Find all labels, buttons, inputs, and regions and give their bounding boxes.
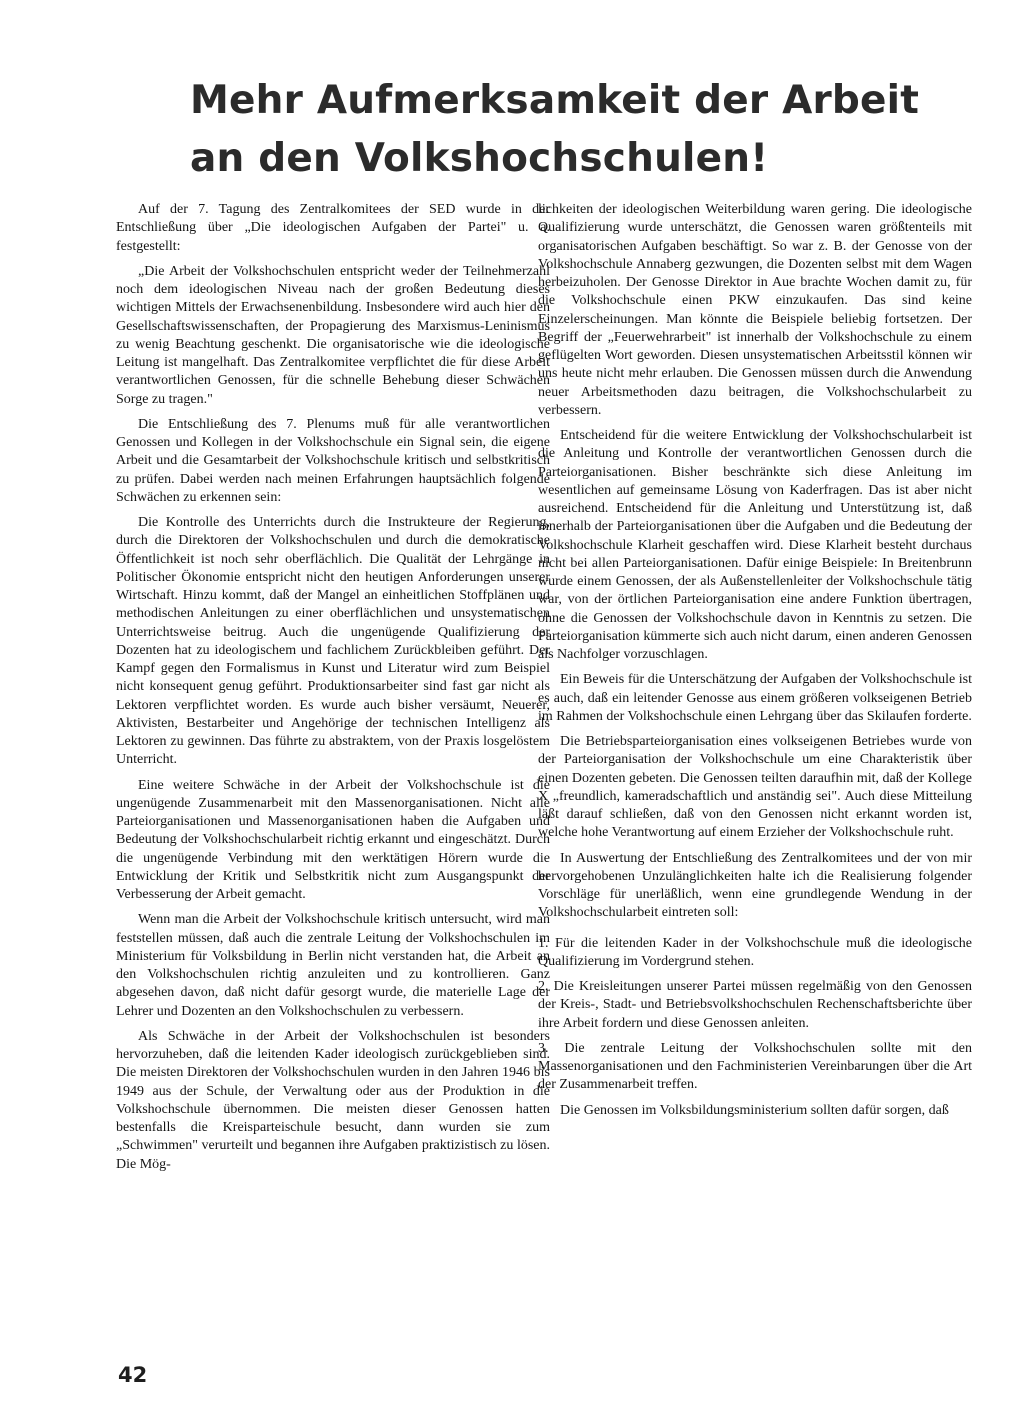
left-column: [116, 201, 550, 1181]
page-number: 42: [118, 1363, 148, 1387]
article-title: [190, 72, 920, 188]
paragraph-final: Die Genossen im Volksbildungsministerium sollten dafür sorgen, daß: [560, 1102, 949, 1118]
paragraph-continued: lichkeiten der ideologischen Weiterbildung waren gering. Die ideologische Qualifizierung wurde unterschätzt, die Genossen waren größtenteils mit organisatorischen Aufgaben beschäftigt. So war z. B. der Genosse von der Volkshochschule Annaberg gezwungen, die Dozenten selbst mit dem Wagen herbeizuholen. Der Genosse Direktor in Aue brachte Wochen damit zu, für die Volkshochschule einen PKW einzukaufen. Das sind keine Einzelerscheinungen. Man könnte die Beispiele beliebig fortsetzen. Der Begriff der „Feuerwehrarbeit" ist innerhalb der Volkshochschule zu einem geflügelten Wort geworden. Diesen unsystematischen Arbeitsstil können wir uns heute nicht mehr erlauben. Die Genossen müssen durch die Anwendung neuer Arbeitsmethoden dazu beitragen, die Volkshochschularbeit zu verbessern.: [538, 202, 972, 418]
paragraph: Ein Beweis für die Unterschätzung der Aufgaben der Volkshochschule ist es auch, daß ein leitender Genosse aus einem größeren volkseigenen Betrieb im Rahmen der Volkshochschule einen Lehrgang über das Skilaufen forderte.: [538, 672, 972, 724]
paragraph: Die Betriebsparteiorganisation eines volkseigenen Betriebes wurde von der Parteiorganisation der Volkshochschule um eine Charakteristik über einen Dozenten gebeten. Die Genossen teilten daraufhin mit, daß der Kollege X „freundlich, kameradschaftlich und anständig sei". Auch diese Mitteilung läßt darauf schließen, daß von den Genossen nicht erkannt worden ist, welche hohe Verantwortung auf einem Erzieher der Volkshochschule ruht.: [538, 734, 972, 841]
paragraph: Eine weitere Schwäche in der Arbeit der Volkshochschule ist die ungenügende Zusammenarbeit mit den Massenorganisationen. Nicht alle Parteiorganisationen und Massenorganisationen haben die Aufgaben und Bedeutung der Volkshochschularbeit richtig erkannt und eingeschätzt. Durch die ungenügende Verbindung mit den werktätigen Hörern wurde die Entwicklung der Kritik und Selbstkritik nicht zum Ausgangspunkt der Verbesserung der Arbeit gemacht.: [116, 777, 550, 902]
paragraph: Wenn man die Arbeit der Volkshochschule kritisch untersucht, wird man feststellen müssen, daß auch die zentrale Leitung der Volkshochschulen im Ministerium für Volksbildung in Berlin nicht verstanden hat, die Arbeit an den Volkshochschulen richtig anzuleiten und zu kontrollieren. Ganz abgesehen davon, daß nicht dafür gesorgt wurde, die materielle Lage der Lehrer und Dozenten an den Volkshochschulen zu verbessern.: [116, 912, 550, 1019]
proposal-3: 3. Die zentrale Leitung der Volkshochschulen sollte mit den Massenorganisationen und den Fachministerien Vereinbarungen über die Art der Zusammenarbeit treffen.: [538, 1040, 972, 1093]
proposal-1: 1. Für die leitenden Kader in der Volkshochschule muß die ideologische Qualifizierung im Vordergrund stehen.: [538, 935, 972, 969]
paragraph: In Auswertung der Entschließung des Zentralkomitees und der von mir hervorgehobenen Unzulänglichkeiten halte ich die Realisierung folgender Vorschläge für unerläßlich, wenn eine grundlegende Wendung in der Volkshochschularbeit eintreten soll:: [538, 850, 972, 921]
paragraph: Als Schwäche in der Arbeit der Volkshochschulen ist besonders hervorzuheben, daß die leitenden Kader ideologisch zurückgeblieben sind. Die meisten Direktoren der Volkshochschulen wurden in den Jahren 1946 bis 1949 aus der Schule, der Verwaltung oder aus der Produktion in die Volkshochschule übernommen. Die meisten dieser Genossen hatten bestenfalls die Kreisparteischule besucht, dann wurden sie zum „Schwimmen" verurteilt und begannen ihre Aufgaben praktizistisch zu lösen. Die Mög-: [116, 1028, 550, 1172]
paragraph: Entscheidend für die weitere Entwicklung der Volkshochschularbeit ist die Anleitung und Kontrolle der verantwortlichen Genossen durch die Parteiorganisationen. Bisher beschränkte sich diese Anleitung im wesentlichen auf gemeinsame Lösung von Kaderfragen. Das ist aber nicht ausreichend. Entscheidend für die Anleitung und Unterstützung ist, daß innerhalb der Parteiorganisationen über die Aufgaben und die Bedeutung der Volkshochschule Klarheit geschaffen wird. Diese Klarheit besteht durchaus nicht bei allen Parteiorganisationen. Dafür einige Beispiele: In Breitenbrunn wurde einem Genossen, der als Außenstellenleiter der Volkshochschule tätig war, von der örtlichen Parteiorganisation eine andere Funktion übertragen, ohne die Genossen der Volkshochschule davon in Kenntnis zu setzen. Die Parteiorganisation kümmerte sich auch nicht darum, einen anderen Genossen als Nachfolger vorzuschlagen.: [538, 428, 972, 662]
paragraph-quote: „Die Arbeit der Volkshochschulen entspricht weder der Teilnehmerzahl noch dem ideologischen Niveau nach der großen Bedeutung dieses wichtigen Mittels der Erwachsenenbildung. Insbesondere wird auch hier den Gesellschaftswissenschaften, der Propagierung des Marxismus-Leninismus zu wenig Beachtung geschenkt. Die organisatorische wie die ideologische Leitung ist mangelhaft. Das Zentralkomitee verpflichtet die für diese Arbeit verantwortlichen Genossen, für die schnelle Behebung dieser Schwächen Sorge zu tragen.": [116, 263, 550, 407]
article-title-line-2: an den Volkshochschulen!: [190, 136, 769, 181]
article-title-line-1: Mehr Aufmerksamkeit der Arbeit: [190, 78, 920, 123]
paragraph: Die Entschließung des 7. Plenums muß für alle verantwortlichen Genossen und Kollegen in der Volkshochschule ein Signal sein, die eigene Arbeit und die Gesamtarbeit der Volkshochschule kritisch und selbstkritisch zu prüfen. Dabei werden nach meinen Erfahrungen hauptsächlich folgende Schwächen zu erkennen sein:: [116, 416, 550, 505]
paragraph-intro: Auf der 7. Tagung des Zentralkomitees der SED wurde in der Entschließung über „Die ideologischen Aufgaben der Partei" u. a. festgestellt:: [116, 202, 550, 254]
proposal-2: 2. Die Kreisleitungen unserer Partei müssen regelmäßig von den Genossen der Kreis-, Stadt- und Betriebsvolkshochschulen Rechenschaftsberichte über ihre Arbeit fordern und diese Genossen anleiten.: [538, 979, 972, 1031]
paragraph: Die Kontrolle des Unterrichts durch die Instrukteure der Regierung, durch die Direktoren der Volkshochschulen und durch die demokratische Öffentlichkeit ist noch sehr oberflächlich. Die Qualität der Lehrgänge in Politischer Ökonomie entspricht nicht den heutigen Anforderungen unserer Wirtschaft. Hinzu kommt, daß der Mangel an einheitlichen Stoffplänen und methodischen Anleitungen zu einer oberflächlichen und unsystematischen Unterrichtsweise beitrug. Auch die ungenügende Qualifizierung der Dozenten hat zu ideologischem und fachlichem Zurückbleiben geführt. Der Kampf gegen den Formalismus in Kunst und Literatur wird zum Beispiel nicht konsequent genug geführt. Produktionsarbeiter sind fast gar nicht als Lektoren verpflichtet worden. Es wurde auch bisher versäumt, Neuerer, Aktivisten, Bestarbeiter und Angehörige der technischen Intelligenz als Lektoren zu gewinnen. Das führte zu abstraktem, von der Praxis losgelöstem Unterricht.: [116, 515, 550, 768]
right-column: [538, 201, 972, 1127]
